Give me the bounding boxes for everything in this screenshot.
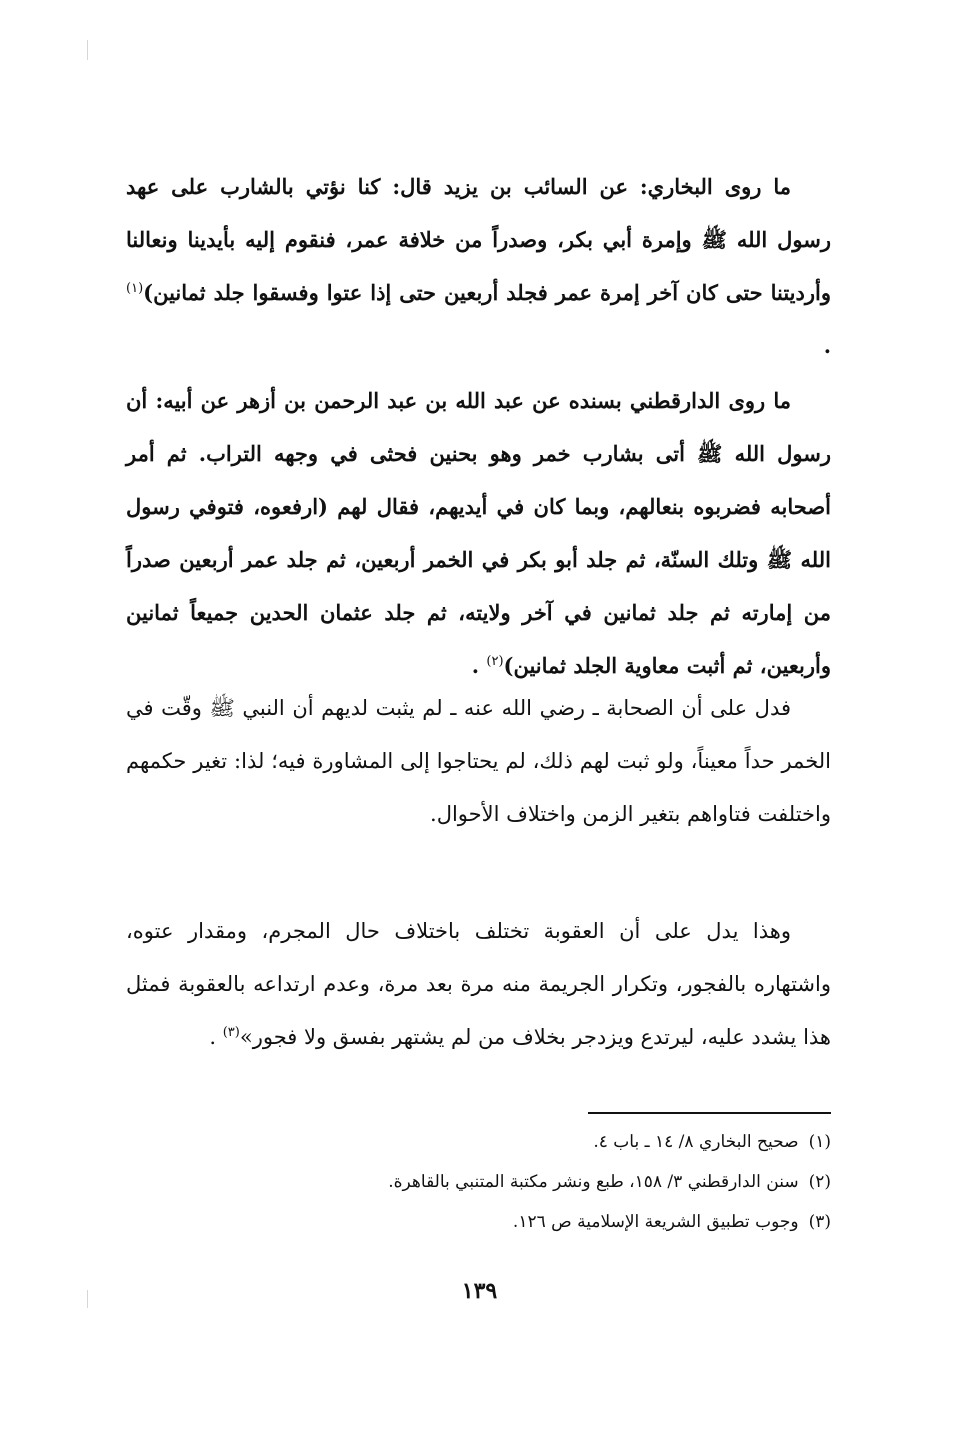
paragraph-end: .: [209, 1025, 217, 1049]
footnote-number: (٣): [808, 1212, 831, 1232]
paragraph-end: .: [823, 333, 831, 358]
paragraph-text: ما روى البخاري: عن السائب بن يزيد قال: كنا نؤتي بالشارب على عهد رسول الله ﷺ وإمرة أبي بكر، وصدراً من خلافة عمر، فنقوم إليه بأيدينا ونعالنا وأرديتنا حتى كان آخر إمرة عمر فجلد أربعين حتى إذا عتوا وفسقوا جلد ثمانين): [126, 174, 831, 305]
footnote-separator: [588, 1112, 831, 1114]
footnote-number: (١): [808, 1132, 831, 1152]
footnote-text: صحيح البخاري ٨/ ١٤ ـ باب ٤.: [593, 1132, 799, 1152]
paragraph-end: .: [471, 653, 480, 678]
footnote-reference[interactable]: (٣): [222, 1025, 240, 1040]
footnote-text: وجوب تطبيق الشريعة الإسلامية ص ١٢٦.: [512, 1212, 799, 1232]
paragraph-text: وهذا يدل على أن العقوبة تختلف باختلاف حال المجرم، ومقدار عتوه، واشتهاره بالفجور، وتكرار الجريمة منه مرة بعد مرة، وعدم ارتداعه بالعقوبة فمثل هذا يشدد عليه، ليرتدع ويزدجر بخلاف من لم يشتهر بفسق ولا فجور»: [126, 919, 831, 1049]
footnote-reference[interactable]: (٢): [486, 654, 504, 669]
page-number: ١٣٩: [461, 1278, 498, 1304]
footnote-item: [126, 1122, 831, 1162]
footnote-number: (٢): [808, 1172, 831, 1192]
scan-edge-mark: [87, 40, 88, 60]
footnote-reference[interactable]: (١): [126, 281, 144, 296]
paragraph-text: ما روى الدارقطني بسنده عن عبد الله بن عبد الرحمن بن أزهر عن أبيه: أن رسول الله ﷺ أتى بشارب خمر وهو بحنين فحثى في وجهه التراب. ثم أمر أصحابه فضربوه بنعالهم، وبما كان في أيديهم، فقال لهم (ارفعوه، فتوفي رسول الله ﷺ وتلك السنّة، ثم جلد أبو بكر في الخمر أربعين، ثم جلد عمر أربعين صدراً من إمارته ثم جلد ثمانين في آخر ولايته، ثم جلد عثمان الحدين جميعاً ثمانين وأربعين، ثم أثبت معاوية الجلد ثمانين): [126, 388, 831, 678]
paragraph-daraqutni-narration: [126, 374, 831, 692]
paragraph-punishment-varies: [126, 905, 831, 1064]
paragraph-bukhari-narration: [126, 160, 831, 372]
paragraph-conclusion: [126, 682, 831, 841]
footnote-item: [126, 1162, 831, 1202]
footnotes-section: [126, 1122, 831, 1242]
footnote-text: سنن الدارقطني ٣/ ١٥٨، طبع ونشر مكتبة المتنبي بالقاهرة.: [388, 1172, 799, 1192]
footnote-item: [126, 1202, 831, 1242]
paragraph-text: فدل على أن الصحابة ـ رضي الله عنه ـ لم يثبت لديهم أن النبي ﷺ وقّت في الخمر حداً معيناً، ولو ثبت لهم ذلك، لم يحتاجوا إلى المشاورة فيه؛ لذا: تغير حكمهم واختلفت فتاواهم بتغير الزمن واختلاف الأحوال.: [126, 696, 831, 826]
